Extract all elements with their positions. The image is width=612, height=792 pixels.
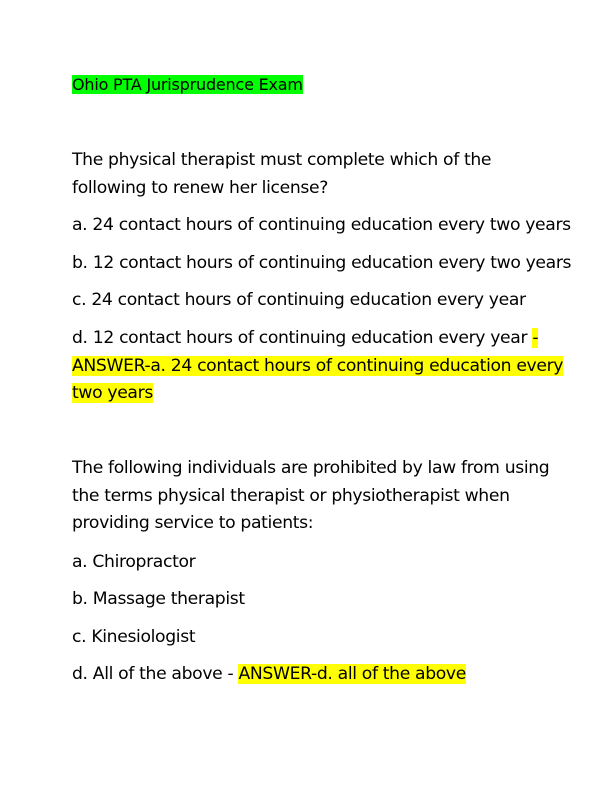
q2-option-a: a. Chiropractor [72,552,196,572]
q1-option-d: d. 12 contact hours of continuing education every year [72,328,528,348]
q1-option-a: a. 24 contact hours of continuing education every two years [72,215,571,235]
title-highlight: Ohio PTA Jurisprudence Exam [72,75,303,94]
q1-answer-line1: ANSWER-a. 24 contact hours of continuing education every [72,356,564,376]
q2-option-d-line [72,662,466,686]
q1-answer-line2-row [72,381,153,405]
q2-question-line1: The following individuals are prohibited by law from using [72,458,550,478]
q1-answer-line1-row [72,354,563,378]
q1-question-line2: following to renew her license? [72,178,328,198]
q2-question-line3: providing service to patients: [72,513,314,533]
q2-option-d: d. All of the above [72,664,223,684]
q2-option-c: c. Kinesiologist [72,627,196,647]
q1-option-b: b. 12 contact hours of continuing education every two years [72,253,572,273]
document-title [72,74,303,96]
q2-answer: ANSWER-d. all of the above [238,664,466,684]
q1-separator: - [532,328,539,348]
q2-question-line2: the terms physical therapist or physiotherapist when [72,486,510,506]
q2-option-b: b. Massage therapist [72,589,245,609]
q1-question-line1: The physical therapist must complete which of the [72,150,492,170]
q1-answer-line2: two years [72,383,153,403]
q1-option-c: c. 24 contact hours of continuing education every year [72,290,526,310]
q1-option-d-line [72,326,538,350]
q2-separator: - [222,664,239,684]
